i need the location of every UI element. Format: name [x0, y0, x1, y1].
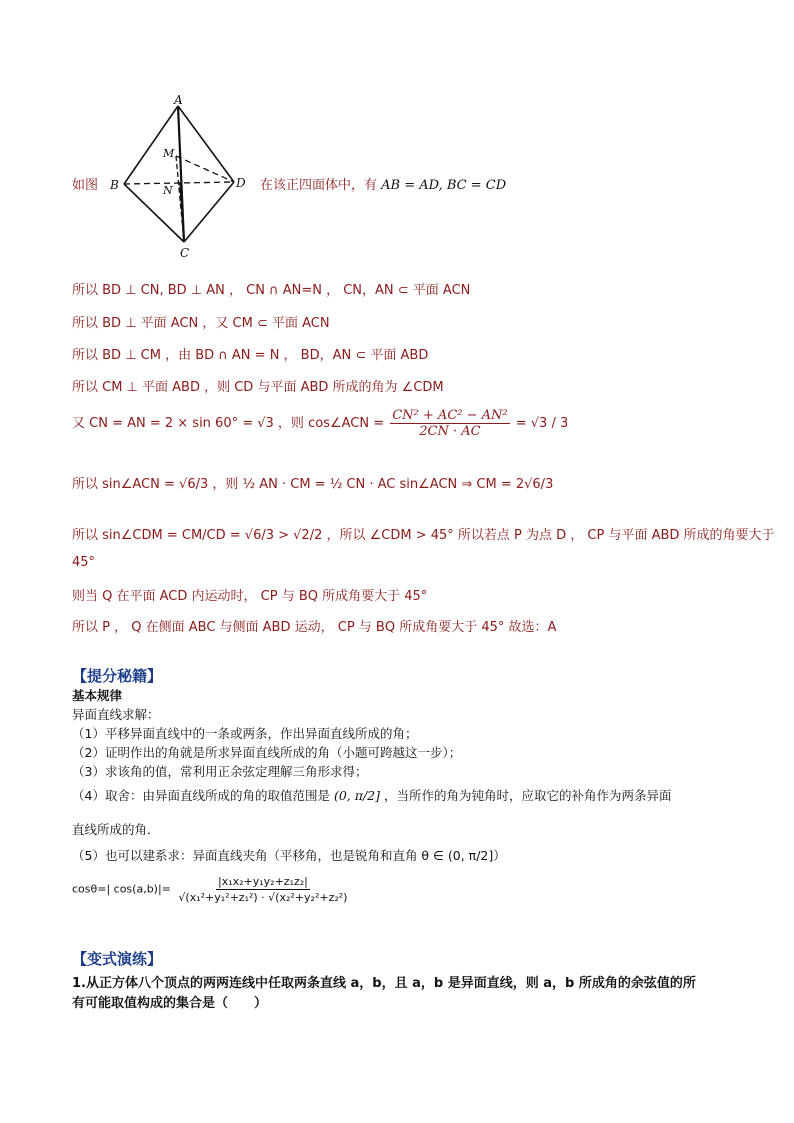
caption-text: 在该正四面体中，有 [260, 178, 378, 193]
tips-step-4-cont: 直线所成的角． [72, 822, 160, 837]
label-M: M [163, 147, 175, 160]
tetrahedron-figure [108, 94, 248, 259]
label-C: C [180, 246, 190, 259]
tips-subheading: 基本规律 [72, 688, 123, 703]
line5-result: = √3 / 3 [515, 416, 569, 431]
tips-header: 【提分秘籍】 [72, 667, 163, 685]
solution-line-6: 所以 sin∠ACN = √6/3 ，则 ½ AN · CM = ½ CN · AC sin∠ACN ⇒ CM = 2√6/3 [72, 477, 554, 492]
cos-numerator: CN² + AC² − AN² [392, 408, 508, 423]
solution-line-8: 则当 Q 在平面 ACD 内运动时， CP 与 BQ 所成角要大于 45° [72, 589, 428, 604]
tips-intro: 异面直线求解： [72, 707, 160, 722]
cosine-formula [72, 874, 351, 905]
formula-numerator: |x₁x₂+y₁y₂+z₁z₂| [217, 875, 308, 888]
solution-line-1: 所以 BD ⊥ CN, BD ⊥ AN ， CN ∩ AN=N ， CN，AN ⊂ 平面 ACN [72, 283, 471, 298]
tips-step-4 [72, 786, 672, 804]
step4-text-a: （4）取舍：由异面直线所成的角的取值范围是 [72, 788, 330, 803]
figure-prefix: 如图 [72, 178, 99, 193]
label-N: N [163, 184, 173, 197]
line5-text: 又 CN = AN = 2 × sin 60° = √3 ，则 cos∠ACN = [72, 416, 385, 431]
step4-text-b: ，当所作的角为钝角时，应取它的补角作为两条异面 [383, 788, 672, 803]
tips-step-2: （2）证明作出的角就是所求异面直线所成的角（小题可跨越这一步）； [72, 745, 462, 760]
tips-step-3: （3）求该角的值，常利用正余弦定理解三角形求得； [72, 764, 368, 779]
formula-fraction [176, 874, 349, 905]
solution-line-5 [72, 408, 568, 439]
solution-line-9: 所以 P ， Q 在侧面 ABC 与侧面 ABD 运动， CP 与 BQ 所成角要大于 45° 故选：A [72, 620, 557, 635]
caption-equation: AB = AD, BC = CD [381, 178, 507, 193]
solution-line-7b: 45° [72, 555, 96, 570]
solution-line-2: 所以 BD ⊥ 平面 ACN ，又 CM ⊂ 平面 ACN [72, 316, 330, 331]
label-B: B [110, 178, 119, 192]
figure-caption [260, 174, 506, 193]
step4-range: (0, π/2] [333, 788, 380, 803]
solution-line-4: 所以 CM ⊥ 平面 ABD ，则 CD 与平面 ABD 所成的角为 ∠CDM [72, 380, 444, 395]
cos-denominator: 2CN · AC [419, 424, 481, 439]
formula-denominator: √(x₁²+y₁²+z₁²) · √(x₂²+y₂²+z₂²) [178, 891, 348, 904]
cos-fraction [390, 408, 509, 439]
label-A: A [174, 94, 183, 107]
formula-left: cosθ=| cos(a,b)|= [72, 882, 171, 896]
practice-header: 【变式演练】 [72, 950, 163, 968]
question-1-line-2: 有可能取值构成的集合是（ ） [72, 996, 268, 1011]
label-D: D [236, 176, 246, 190]
solution-line-7: 所以 sin∠CDM = CM/CD = √6/3 > √2/2 ，所以 ∠CDM > 45° 所以若点 P 为点 D ， CP 与平面 ABD 所成的角要大于 [72, 528, 775, 543]
tips-step-5: （5）也可以建系求：异面直线夹角（平移角，也是锐角和直角 θ ∈ (0, π/2]） [72, 848, 506, 863]
tips-step-1: （1）平移异面直线中的一条或两条，作出异面直线所成的角； [72, 726, 418, 741]
solution-line-3: 所以 BD ⊥ CM ，由 BD ∩ AN = N ， BD，AN ⊂ 平面 ABD [72, 348, 429, 363]
question-1-line-1: 1.从正方体八个顶点的两两连线中任取两条直线 a，b，且 a，b 是异面直线，则 a，b 所成角的余弦值的所 [72, 976, 696, 991]
